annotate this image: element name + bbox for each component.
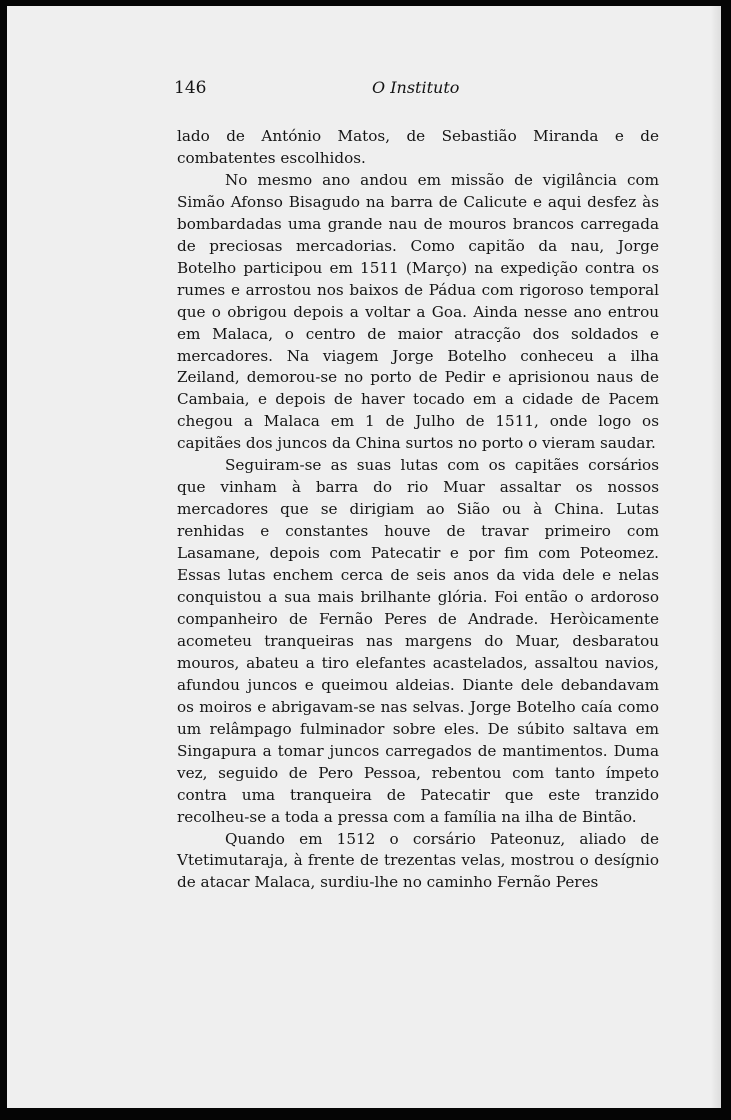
page-header [7,78,721,108]
page-number: 146 [174,78,207,98]
body-text [177,126,659,894]
page-edge-shadow [711,6,721,1108]
book-page [7,6,721,1108]
paragraph: Quando em 1512 o corsário Pateonuz, aliado de Vtetimutaraja, à frente de trezentas velas, mostrou o desígnio de atacar Malaca, surdiu-lhe no caminho Fernão Peres [177,829,659,892]
paragraph: No mesmo ano andou em missão de vigilância com Simão Afonso Bisagudo na barra de Calicute e aqui desfez às bombardadas uma grande nau de mouros brancos carregada de preciosas mercadorias. Como capitão da nau, Jorge Botelho participou em 1511 (Março) na expedição contra os rumes e arrostou nos baixos de Pádua com rigoroso temporal que o obrigou depois a voltar a Goa. Ainda nesse ano entrou em Malaca, o centro de maior atracção dos soldados e mercadores. Na viagem Jorge Botelho conheceu a ilha Zeiland, demorou-se no porto de Pedir e aprisionou naus de Cambaia, e depois de haver tocado em a cidade de Pacem chegou a Malaca em 1 de Julho de 1511, onde logo os capitães dos juncos da China surtos no porto o vieram saudar. [177,170,659,453]
paragraph-continuation: lado de António Matos, de Sebastião Miranda e de combatentes escolhidos. [177,127,659,167]
paragraph: Seguiram-se as suas lutas com os capitães corsários que vinham à barra do rio Muar assaltar os nossos mercadores que se dirigiam ao Sião ou à China. Lutas renhidas e constantes houve de travar primeiro com Lasamane, depois com Patecatir e por fim com Poteomez. Essas lutas enchem cerca de seis anos da vida dele e nelas conquistou a sua mais brilhante glória. Foi então o ardoroso companheiro de Fernão Peres de Andrade. Heròicamente acometeu tranqueiras nas margens do Muar, desbaratou mouros, abateu a tiro elefantes acastelados, assaltou navios, afundou juncos e queimou aldeias. Diante dele debandavam os moiros e abrigavam-se nas selvas. Jorge Botelho caía como um relâmpago fulminador sobre eles. De súbito saltava em Singapura a tomar juncos carregados de mantimentos. Duma vez, seguido de Pero Pessoa, rebentou com tanto ímpeto contra uma tranqueira de Patecatir que este tranzido recolheu-se a toda a pressa com a família na ilha de Bintão. [177,456,659,826]
running-title: O Instituto [372,78,460,97]
